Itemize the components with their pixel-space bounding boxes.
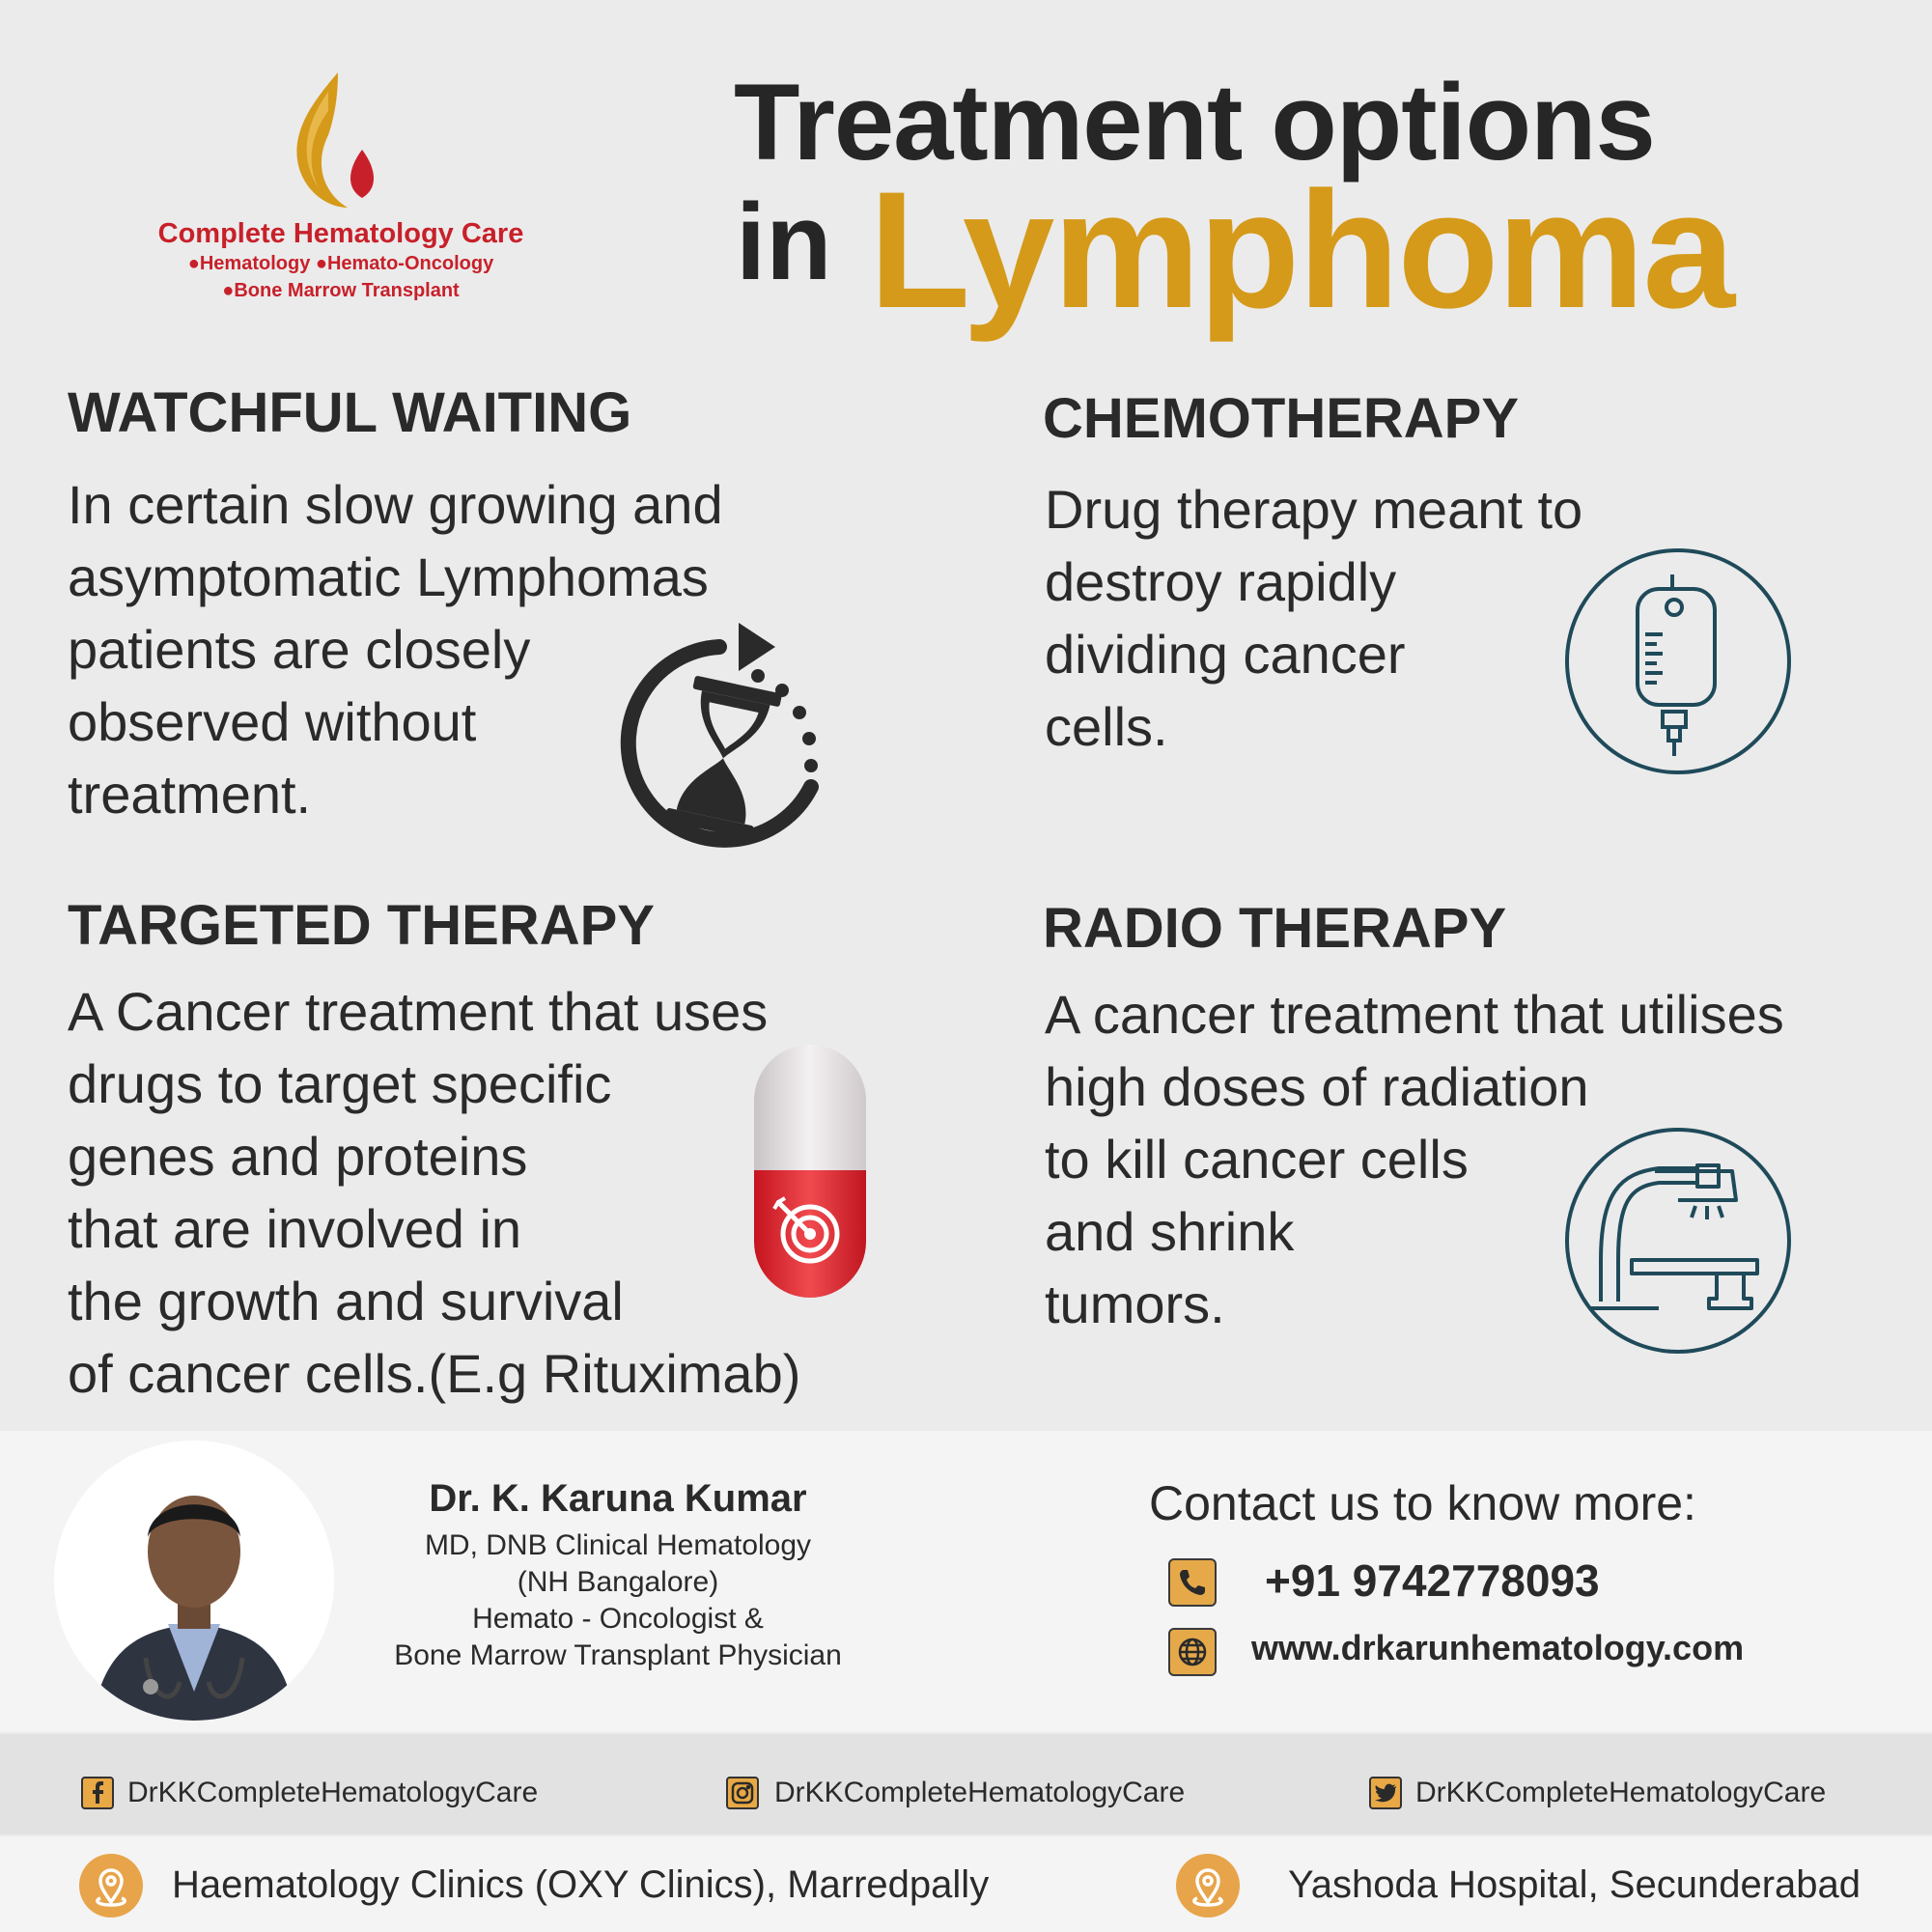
brand-flame-logo bbox=[270, 68, 406, 212]
doctor-avatar bbox=[54, 1441, 334, 1721]
contact-heading: Contact us to know more: bbox=[1149, 1476, 1696, 1530]
website-link[interactable]: www.drkarunhematology.com bbox=[1251, 1628, 1745, 1667]
chemotherapy-heading: CHEMOTHERAPY bbox=[1043, 387, 1520, 450]
radio-therapy-heading: RADIO THERAPY bbox=[1043, 897, 1507, 960]
doctor-role: Hemato - Oncologist & bbox=[472, 1603, 764, 1635]
location-pin-icon bbox=[79, 1854, 143, 1918]
instagram-handle[interactable]: DrKKCompleteHematologyCare bbox=[774, 1777, 1186, 1808]
chemotherapy-text: Drug therapy meant to destroy rapidly dividing cancer cells. bbox=[1045, 479, 1583, 757]
watchful-waiting-text: In certain slow growing and asymptomatic Lymphomas patients are closely observed without treatment. bbox=[68, 474, 723, 825]
iv-drip-bag-icon bbox=[1562, 546, 1794, 777]
facebook-icon[interactable] bbox=[81, 1777, 114, 1809]
location-secunderabad: Yashoda Hospital, Secunderabad bbox=[1288, 1863, 1862, 1906]
facebook-handle[interactable]: DrKKCompleteHematologyCare bbox=[127, 1777, 539, 1808]
brand-name: Complete Hematology Care bbox=[157, 218, 524, 249]
twitter-icon[interactable] bbox=[1369, 1777, 1402, 1809]
twitter-handle[interactable]: DrKKCompleteHematologyCare bbox=[1415, 1777, 1827, 1808]
capsule-target-icon bbox=[751, 1045, 869, 1298]
watchful-waiting-heading: WATCHFUL WAITING bbox=[68, 381, 632, 444]
phone-icon bbox=[1168, 1558, 1217, 1607]
targeted-therapy-heading: TARGETED THERAPY bbox=[68, 894, 655, 957]
page-title-in: in bbox=[736, 182, 832, 302]
brand-transplant: ●Bone Marrow Transplant bbox=[222, 280, 460, 301]
radio-therapy-text: A cancer treatment that utilises high doses of radiation to kill cancer cells and shrink tumors. bbox=[1045, 984, 1784, 1334]
doctor-name: Dr. K. Karuna Kumar bbox=[429, 1477, 807, 1520]
location-marredpally: Haematology Clinics (OXY Clinics), Marredpally bbox=[172, 1863, 990, 1906]
instagram-icon[interactable] bbox=[726, 1777, 759, 1809]
doctor-training: (NH Bangalore) bbox=[517, 1566, 719, 1598]
targeted-therapy-text: A Cancer treatment that uses drugs to target specific genes and proteins that are involved in the growth and survival of cancer cells.(E.g Rituximab) bbox=[68, 981, 801, 1404]
brand-specialties: ●Hematology ●Hemato-Oncology bbox=[187, 253, 494, 274]
hourglass-timer-icon bbox=[603, 613, 840, 859]
radiation-machine-icon bbox=[1562, 1125, 1794, 1357]
location-pin-icon bbox=[1176, 1854, 1240, 1918]
globe-icon bbox=[1168, 1628, 1217, 1676]
page-title-highlight: Lymphoma bbox=[869, 157, 1734, 343]
doctor-specialty: Bone Marrow Transplant Physician bbox=[394, 1639, 842, 1671]
phone-number[interactable]: +91 9742778093 bbox=[1265, 1555, 1600, 1606]
page-title-line1: Treatment options bbox=[734, 62, 1655, 182]
doctor-qualification: MD, DNB Clinical Hematology bbox=[424, 1529, 812, 1561]
